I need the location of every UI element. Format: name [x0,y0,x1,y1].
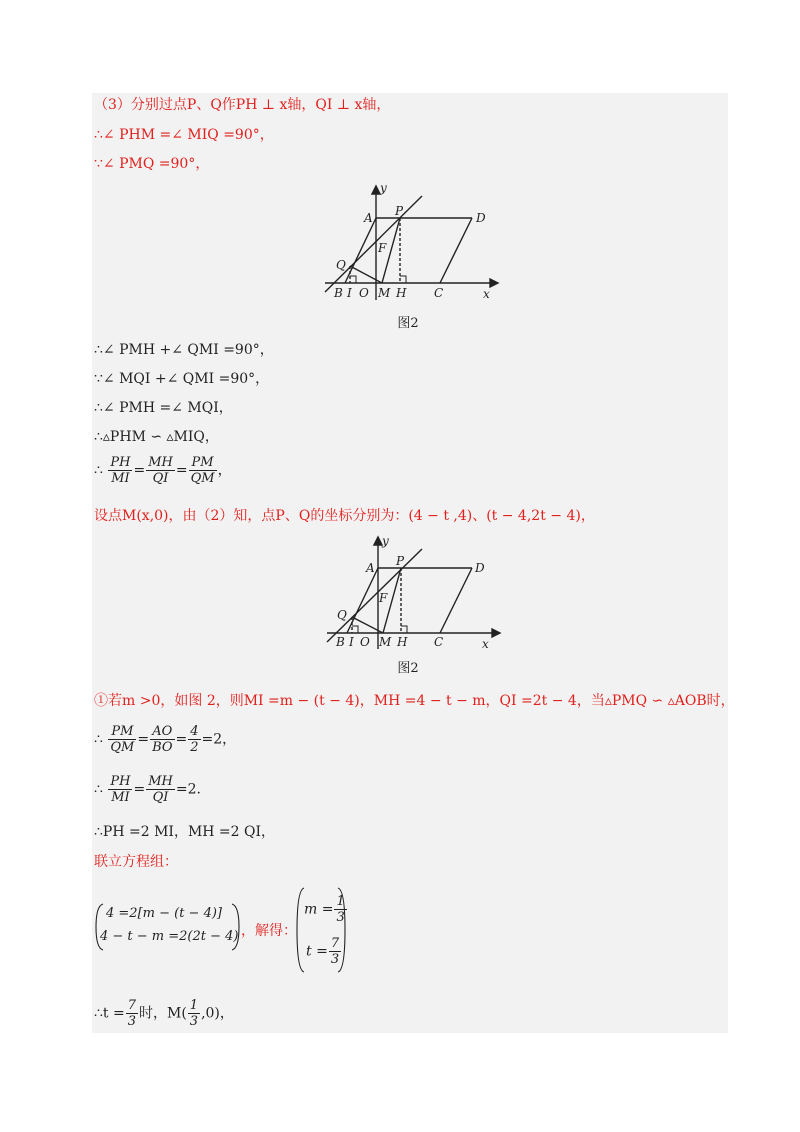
label-b: B [336,635,345,649]
fraction: $\frac{PM}{QM}$ [190,455,215,486]
fraction: $\frac{1}{3}$ [336,894,345,925]
label-i: I [347,286,352,300]
label-i: I [349,635,354,649]
step-line-13: ∴PH =2 MI，MH =2 QI， [94,824,276,840]
label-p: P [396,554,405,568]
right-angle-h [401,626,407,633]
fraction: $\frac{1}{3}$ [189,998,199,1029]
step-line-3: ∵∠ PMQ =90°， [94,156,210,172]
y-axis-arrow [374,537,382,545]
ratio-line-3: ∴ $\frac{PH}{MI}$ = $\frac{MH}{QI}$ =2. [94,774,201,805]
label-f: F [378,241,387,255]
fraction: $\frac{PM}{QM}$ [110,724,135,755]
label-o: O [359,286,369,300]
step-line-10: ①若m >0，如图 2，则MI =m − (t − 4)，MH =4 − t − m，QI =2t − 4，当▵PMQ ∽ ▵AOB时， [94,693,735,709]
segment-qm [350,266,382,283]
fraction: $\frac{PH}{MI}$ [110,455,131,486]
figure-1-caption: 图2 [397,316,419,331]
label-d: D [476,211,486,225]
label-y: y [380,182,387,195]
label-a: A [364,211,373,225]
ratio-line-2: ∴ $\frac{PM}{QM}$ = $\frac{AO}{BO}$ = $\frac{4}{2}$ =2， [94,724,237,755]
fraction: $\frac{7}{3}$ [127,998,136,1029]
label-x: x [482,637,489,651]
label-y: y [382,535,389,548]
label-b: B [334,286,343,300]
label-c: C [434,286,444,300]
figure-1 [320,182,500,304]
step-line-14: 联立方程组： [94,854,178,870]
step-line-1: （3）分别过点P、Q作PH ⊥ x轴，QI ⊥ x轴， [94,97,391,113]
label-o: O [360,635,370,649]
figure-2-caption: 图2 [397,661,419,676]
fraction: $\frac{MH}{QI}$ [148,455,173,486]
ratio-line-1: ∴ $\frac{PH}{MI}$ = $\frac{MH}{QI}$ = $\frac{PM}{QM}$ ， [94,455,232,486]
segment-dc [440,568,472,633]
label-q: Q [337,608,347,622]
label-x: x [483,287,490,301]
segment-dc [440,218,472,283]
x-axis-arrow [492,629,500,637]
equation-1: 4 =2[m − (t − 4)] [106,906,222,921]
y-axis-arrow [372,186,380,194]
label-h: H [397,635,408,649]
line-through-p [325,196,422,292]
label-m: M [379,635,392,649]
solution-m: m = $\frac{1}{3}$ [304,894,345,925]
right-angle-i [350,276,356,283]
fraction: $\frac{7}{3}$ [330,936,340,967]
fraction: $\frac{AO}{BO}$ [152,724,173,755]
fraction: $\frac{4}{2}$ [190,724,199,755]
label-h: H [396,286,407,300]
right-angle-i [352,626,358,633]
label-p: P [395,204,404,218]
label-f: F [379,591,388,605]
label-m: M [378,286,391,300]
label-d: D [475,561,485,575]
solution-brace-right [336,886,348,974]
step-line-9: 设点M(x,0)，由（2）知，点P、Q的坐标分别为：(4 − t ,4)、(t − 4,2t − 4)， [94,508,595,524]
label-a: A [366,561,375,575]
step-line-6: ∴∠ PMH =∠ MQI， [94,400,233,416]
label-c: C [434,635,444,649]
equation-2: 4 − t − m =2(2t − 4) [100,929,239,944]
right-angle-h [400,276,406,283]
final-line: ∴t = $\frac{7}{3}$ 时，M( $\frac{1}{3}$ ,0)， [94,998,234,1029]
step-line-2: ∴∠ PHM =∠ MIQ =90°， [94,127,274,143]
step-line-7: ∴▵PHM ∽ ▵MIQ， [94,429,219,445]
x-axis-arrow [490,279,498,287]
solve-text: ，解得： [241,923,297,939]
solution-t: t = $\frac{7}{3}$ [306,936,340,967]
step-line-5: ∵∠ MQI +∠ QMI =90°， [94,371,270,387]
figure-2 [322,535,502,653]
fraction: $\frac{MH}{QI}$ [148,774,173,805]
step-line-4: ∴∠ PMH +∠ QMI =90°， [94,342,274,358]
label-q: Q [336,258,346,272]
fraction: $\frac{PH}{MI}$ [110,774,131,805]
